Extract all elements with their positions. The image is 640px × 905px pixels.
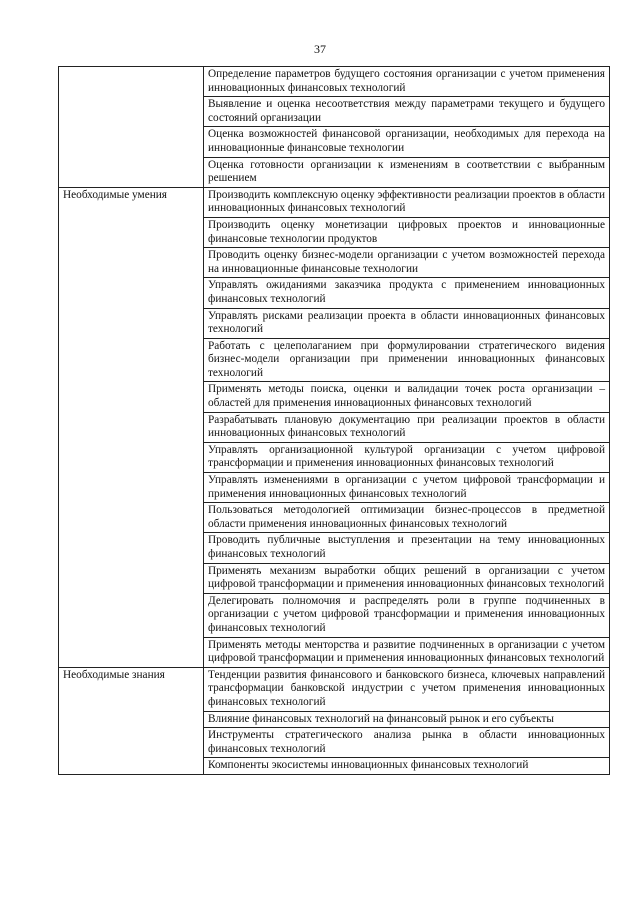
section-label-continuation <box>59 308 204 338</box>
section-label-continuation <box>59 217 204 247</box>
section-label-continuation <box>59 412 204 442</box>
section-label-continuation <box>59 711 204 728</box>
section-label-continuation <box>59 593 204 637</box>
table-row <box>59 412 610 442</box>
table-row <box>59 338 610 382</box>
requirement-item: Разрабатывать плановую документацию при реализации проектов в области инновационных финансовых технологий <box>204 412 610 442</box>
table-row <box>59 157 610 187</box>
table-row <box>59 217 610 247</box>
requirement-item: Применять механизм выработки общих решений в организации с учетом цифровой трансформации и применения инновационных финансовых технологий <box>204 563 610 593</box>
requirement-item: Определение параметров будущего состояния организации с учетом применения инновационных финансовых технологий <box>204 67 610 97</box>
table-row <box>59 533 610 563</box>
requirement-item: Делегировать полномочия и распределять роли в группе подчиненных в организации с учетом цифровой трансформации и применения инновационных финансовых технологий <box>204 593 610 637</box>
requirement-item: Влияние финансовых технологий на финансовый рынок и его субъекты <box>204 711 610 728</box>
table-row <box>59 758 610 775</box>
requirement-item: Инструменты стратегического анализа рынка в области инновационных финансовых технологий <box>204 728 610 758</box>
table-row <box>59 593 610 637</box>
table-row <box>59 187 610 217</box>
requirement-item: Выявление и оценка несоответствия между параметрами текущего и будущего состояний организации <box>204 97 610 127</box>
table-row <box>59 127 610 157</box>
section-label-continuation <box>59 563 204 593</box>
section-label-continuation <box>59 338 204 382</box>
requirement-item: Проводить оценку бизнес-модели организации с учетом возможностей перехода на инновационные финансовые технологии <box>204 248 610 278</box>
section-label: Необходимые умения <box>59 187 204 217</box>
section-label-continuation <box>59 157 204 187</box>
requirement-item: Применять методы менторства и развитие подчиненных в организации с учетом цифровой трансформации и применения инновационных финансовых технологий <box>204 637 610 667</box>
section-label-continuation <box>59 382 204 412</box>
requirement-item: Управлять рисками реализации проекта в области инновационных финансовых технологий <box>204 308 610 338</box>
requirement-item: Пользоваться методологией оптимизации бизнес-процессов в предметной области применения инновационных финансовых технологий <box>204 503 610 533</box>
requirement-item: Работать с целеполаганием при формулировании стратегического видения бизнес-модели организации при применении инновационных финансовых технологий <box>204 338 610 382</box>
section-label-continuation <box>59 637 204 667</box>
table-row <box>59 667 610 711</box>
table-row <box>59 473 610 503</box>
page-number: 37 <box>314 42 326 56</box>
section-label-continuation <box>59 728 204 758</box>
table-row <box>59 711 610 728</box>
section-label-continuation <box>59 248 204 278</box>
requirement-item: Применять методы поиска, оценки и валидации точек роста организации – областей для применения инновационных финансовых технологий <box>204 382 610 412</box>
requirement-item: Производить оценку монетизации цифровых проектов и инновационные финансовые технологии продуктов <box>204 217 610 247</box>
requirement-item: Тенденции развития финансового и банковского бизнеса, ключевых направлений трансформации банковской индустрии с учетом применения инновационных финансовых технологий <box>204 667 610 711</box>
section-label-continuation <box>59 503 204 533</box>
section-label-continuation <box>59 278 204 308</box>
requirement-item: Управлять организационной культурой организации с учетом цифровой трансформации и применения инновационных финансовых технологий <box>204 442 610 472</box>
section-label: Необходимые знания <box>59 667 204 711</box>
requirement-item: Компоненты экосистемы инновационных финансовых технологий <box>204 758 610 775</box>
table-row <box>59 248 610 278</box>
section-label-continuation <box>59 97 204 127</box>
table-row <box>59 278 610 308</box>
requirements-table <box>58 66 610 775</box>
section-label-continuation <box>59 127 204 157</box>
requirement-item: Оценка возможностей финансовой организации, необходимых для перехода на инновационные финансовые технологии <box>204 127 610 157</box>
table-row <box>59 308 610 338</box>
requirement-item: Проводить публичные выступления и презентации на тему инновационных финансовых технологий <box>204 533 610 563</box>
requirement-item: Управлять ожиданиями заказчика продукта с применением инновационных финансовых технологий <box>204 278 610 308</box>
section-label-continuation <box>59 533 204 563</box>
table-row <box>59 442 610 472</box>
section-label-continuation <box>59 758 204 775</box>
table-row <box>59 728 610 758</box>
table-row <box>59 67 610 97</box>
table-body <box>59 67 610 775</box>
section-label-continuation <box>59 473 204 503</box>
table-row <box>59 97 610 127</box>
table-row <box>59 563 610 593</box>
section-label <box>59 67 204 97</box>
requirement-item: Производить комплексную оценку эффективности реализации проектов в области инновационных финансовых технологий <box>204 187 610 217</box>
section-label-continuation <box>59 442 204 472</box>
table-row <box>59 637 610 667</box>
requirement-item: Управлять изменениями в организации с учетом цифровой трансформации и применения инновационных финансовых технологий <box>204 473 610 503</box>
table-row <box>59 382 610 412</box>
table-row <box>59 503 610 533</box>
requirement-item: Оценка готовности организации к изменениям в соответствии с выбранным решением <box>204 157 610 187</box>
